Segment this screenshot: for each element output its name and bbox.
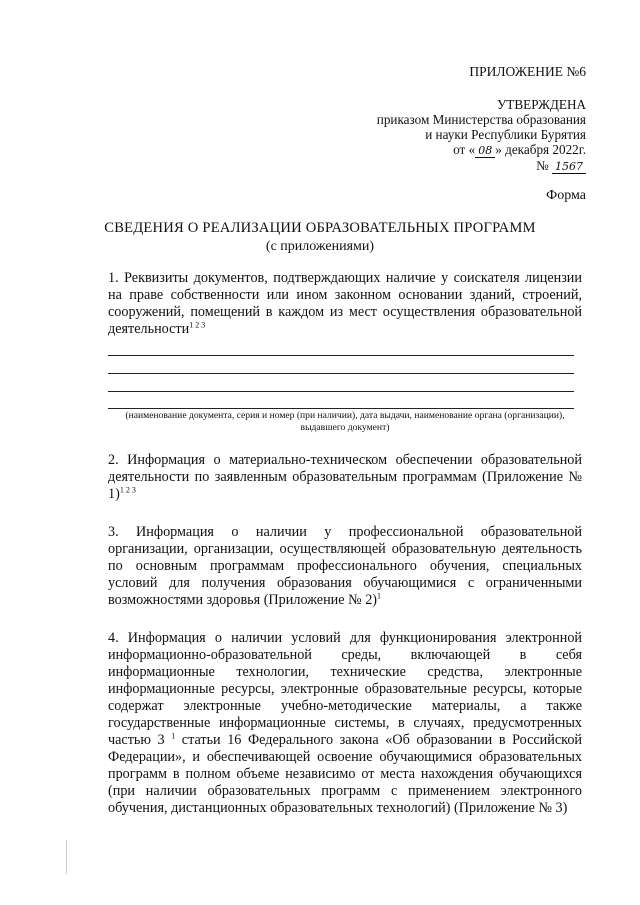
section-3 (108, 524, 582, 609)
document-caption: (наименование документа, серия и номер (при наличии), дата выдачи, наименование органа (организации), выдавшего документ) (125, 410, 565, 433)
section-1-footnotes: 1 2 3 (189, 320, 206, 330)
fill-line-2 (108, 373, 574, 374)
scan-margin-mark (66, 840, 67, 874)
section-4-footnote: 1 (171, 731, 176, 741)
section-3-text: 3. Информация о наличии у профессиональной образовательной организации, организации, осуществляющей образовательную деятельность по основным программам профессионального обучения, специальных условий для получения образования обучающимися с ограниченными возможностями здоровья (Приложение № 2) (108, 524, 582, 608)
number-value-handwritten: 1567 (552, 161, 586, 174)
document-title: СВЕДЕНИЯ О РЕАЛИЗАЦИИ ОБРАЗОВАТЕЛЬНЫХ ПРОГРАММ (104, 220, 536, 236)
order-line-1: приказом Министерства образования (376, 112, 586, 127)
order-line-2: и науки Республики Бурятия (425, 127, 586, 142)
document-subtitle: (с приложениями) (265, 239, 375, 254)
order-date (377, 142, 586, 158)
number-prefix: № (536, 158, 549, 173)
date-prefix: от « (453, 142, 476, 157)
form-label: Форма (546, 188, 586, 203)
approved-label: УТВЕРЖДЕНА (496, 97, 586, 112)
approval-block (377, 97, 586, 174)
section-4 (108, 630, 582, 817)
section-4-text-b: статьи 16 Федерального закона «Об образовании в Российской Федерации», и обеспечивающей освоение обучающимися образовательных программ в полном объеме независимо от места нахождения обучающихся (при наличии образовательных программ с применением электронного обучения, дистанционных образовательных технологий) (Приложение № 3) (108, 732, 583, 816)
date-day-handwritten: 08 (475, 145, 495, 158)
section-2-footnotes: 1 2 3 (119, 485, 136, 495)
fill-line-3 (108, 391, 574, 392)
section-4-text-a: 4. Информация о наличии условий для функционирования электронной информационно-образовательной среды, включающей в себя информационные технологии, технические средства, электронные информационные ресурсы, электронные образовательные ресурсы, которые содержат электронные учебно-методические материалы, а также государственные информационные системы, в случаях, предусмотренных частью 3 (108, 630, 582, 748)
order-number (377, 158, 586, 174)
date-suffix: » декабря 2022г. (495, 142, 586, 157)
section-2-text: 2. Информация о материально-техническом обеспечении образовательной деятельности по заявленным образовательным программам (Приложение № 1) (108, 452, 582, 502)
section-1 (108, 270, 582, 338)
appendix-number: ПРИЛОЖЕНИЕ №6 (469, 64, 586, 79)
section-2 (108, 452, 582, 503)
section-1-text: 1. Реквизиты документов, подтверждающих наличие у соискателя лицензии на праве собственности или ином законном основании зданий, строений, сооружений, помещений в каждом из мест осуществления образовательной деятельности (108, 270, 582, 337)
fill-line-4 (108, 408, 574, 409)
fill-line-1 (108, 355, 574, 356)
section-3-footnotes: 1 (377, 591, 382, 601)
